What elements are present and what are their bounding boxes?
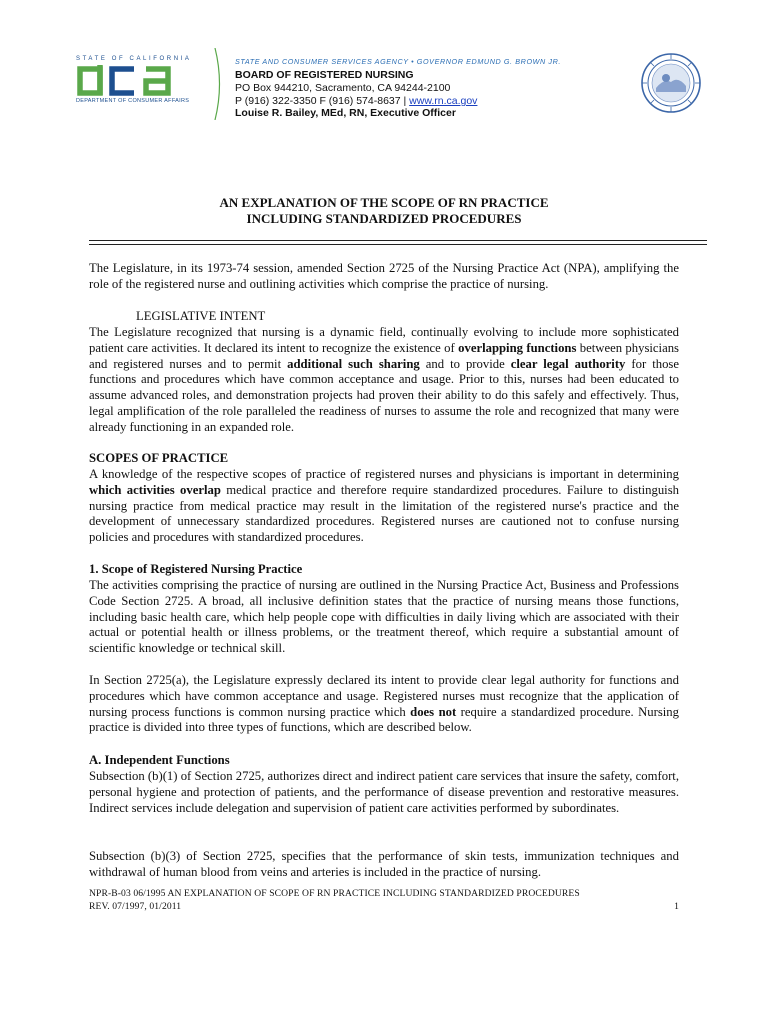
page-number: 1	[674, 901, 679, 912]
footer-revision	[89, 901, 679, 912]
scopes-of-practice-heading: SCOPES OF PRACTICE	[89, 451, 229, 465]
logo-mark-text: dca	[76, 65, 78, 66]
letterhead-divider	[212, 48, 226, 120]
footer-document-id: NPR-B-03 06/1995 AN EXPLANATION OF SCOPE OF RN PRACTICE INCLUDING STANDARDIZED PROCEDURES	[89, 888, 580, 899]
footer-revision-text: REV. 07/1997, 01/2011	[89, 901, 182, 912]
agency-line: STATE AND CONSUMER SERVICES AGENCY • GOVERNOR EDMUND G. BROWN JR.	[235, 57, 561, 66]
board-name: BOARD OF REGISTERED NURSING	[235, 69, 414, 81]
legislative-intent-heading: LEGISLATIVE INTENT	[136, 309, 266, 323]
title-rule	[89, 244, 707, 245]
logo-department-text: DEPARTMENT OF CONSUMER AFFAIRS	[76, 98, 190, 104]
legislative-intent-paragraph: The Legislature recognized that nursing is a dynamic field, continually evolving to include more sophisticated patient care activities. It declared its intent to recognize the existence of overlapping functions between physicians and registered nurses and to permit additional such sharing and to provide clear legal authority for those functions and procedures which have common acceptance and usage. Prior to this, nurses had been educated to assume advanced roles, and demonstration projects had proven their ability to do this safely and effectively. Thus, legal amplification of the role paralleled the readiness of nurses to assume the role and recognized that many were already functioning in an expanded role.	[89, 325, 679, 434]
independent-functions-heading: A. Independent Functions	[89, 753, 230, 767]
logo-state-text: STATE OF CALIFORNIA	[76, 56, 192, 62]
dca-logo-mark	[76, 65, 216, 97]
state-seal-icon	[640, 52, 702, 114]
website-link[interactable]: www.rn.ca.gov	[409, 95, 478, 107]
emphasis-activities-overlap: which activities overlap	[89, 482, 221, 497]
emphasis-clear-legal-authority: clear legal authority	[510, 356, 626, 371]
intro-paragraph: The Legislature, in its 1973-74 session, amended Section 2725 of the Nursing Practice Act (NPA), amplifying the role of the registered nurse and outlining activities which comprise the practice of nursing.	[89, 261, 679, 291]
emphasis-does-not: does not	[410, 704, 457, 719]
board-phone-line	[235, 95, 477, 107]
emphasis-overlapping-functions: overlapping functions	[458, 340, 577, 355]
section-2725a-paragraph: In Section 2725(a), the Legislature expressly declared its intent to provide clear legal authority for functions and procedures which have common acceptance and usage. Registered nurses must recognize that the application of nursing process functions is common nursing practice which does not require a standardized procedure. Nursing practice is divided into three types of functions, which are described below.	[89, 673, 679, 735]
independent-functions-paragraph-2: Subsection (b)(3) of Section 2725, specifies that the performance of skin tests, immunization techniques and withdrawal of human blood from veins and arteries is included in the practice of nursing.	[89, 849, 679, 879]
emphasis-additional-sharing: additional such sharing	[287, 356, 420, 371]
rn-scope-paragraph: The activities comprising the practice of nursing are outlined in the Nursing Practice Act, Business and Professions Code Section 2725. A broad, all inclusive definition states that the practice of nursing means those functions, including basic health care, which help people cope with difficulties in daily living which are associated with their actual or potential health or illness problems, or the treatment thereof, which require a substantial amount of scientific knowledge or technical skill.	[89, 578, 679, 656]
document-title-line-2: INCLUDING STANDARDIZED PROCEDURES	[246, 211, 522, 226]
independent-functions-paragraph-1: Subsection (b)(1) of Section 2725, authorizes direct and indirect patient care services that insure the safety, comfort, personal hygiene and protection of patients, and the performance of disease prevention and restorative measures. Indirect services include delegation and supervision of patient care activities performed by subordinates.	[89, 769, 679, 815]
rn-scope-heading: 1. Scope of Registered Nursing Practice	[89, 562, 303, 576]
board-address: PO Box 944210, Sacramento, CA 94244-2100	[235, 82, 451, 94]
executive-officer: Louise R. Bailey, MEd, RN, Executive Officer	[235, 107, 456, 119]
document-title-line-1: AN EXPLANATION OF THE SCOPE OF RN PRACTICE	[219, 195, 549, 210]
dca-logo	[76, 56, 216, 108]
phone-fax-text: P (916) 322-3350 F (916) 574-8637 |	[235, 95, 410, 107]
title-rule	[89, 240, 707, 241]
scopes-of-practice-paragraph: A knowledge of the respective scopes of practice of registered nurses and physicians is important in determining which activities overlap medical practice and therefore require standardized procedures. Failure to distinguish nursing practice from medical practice may result in the limitation of the registered nurse's practice and the development of unnecessary standardized procedures. Registered nurses are cautioned not to confuse nursing policies and procedures with standardized procedures.	[89, 467, 679, 545]
